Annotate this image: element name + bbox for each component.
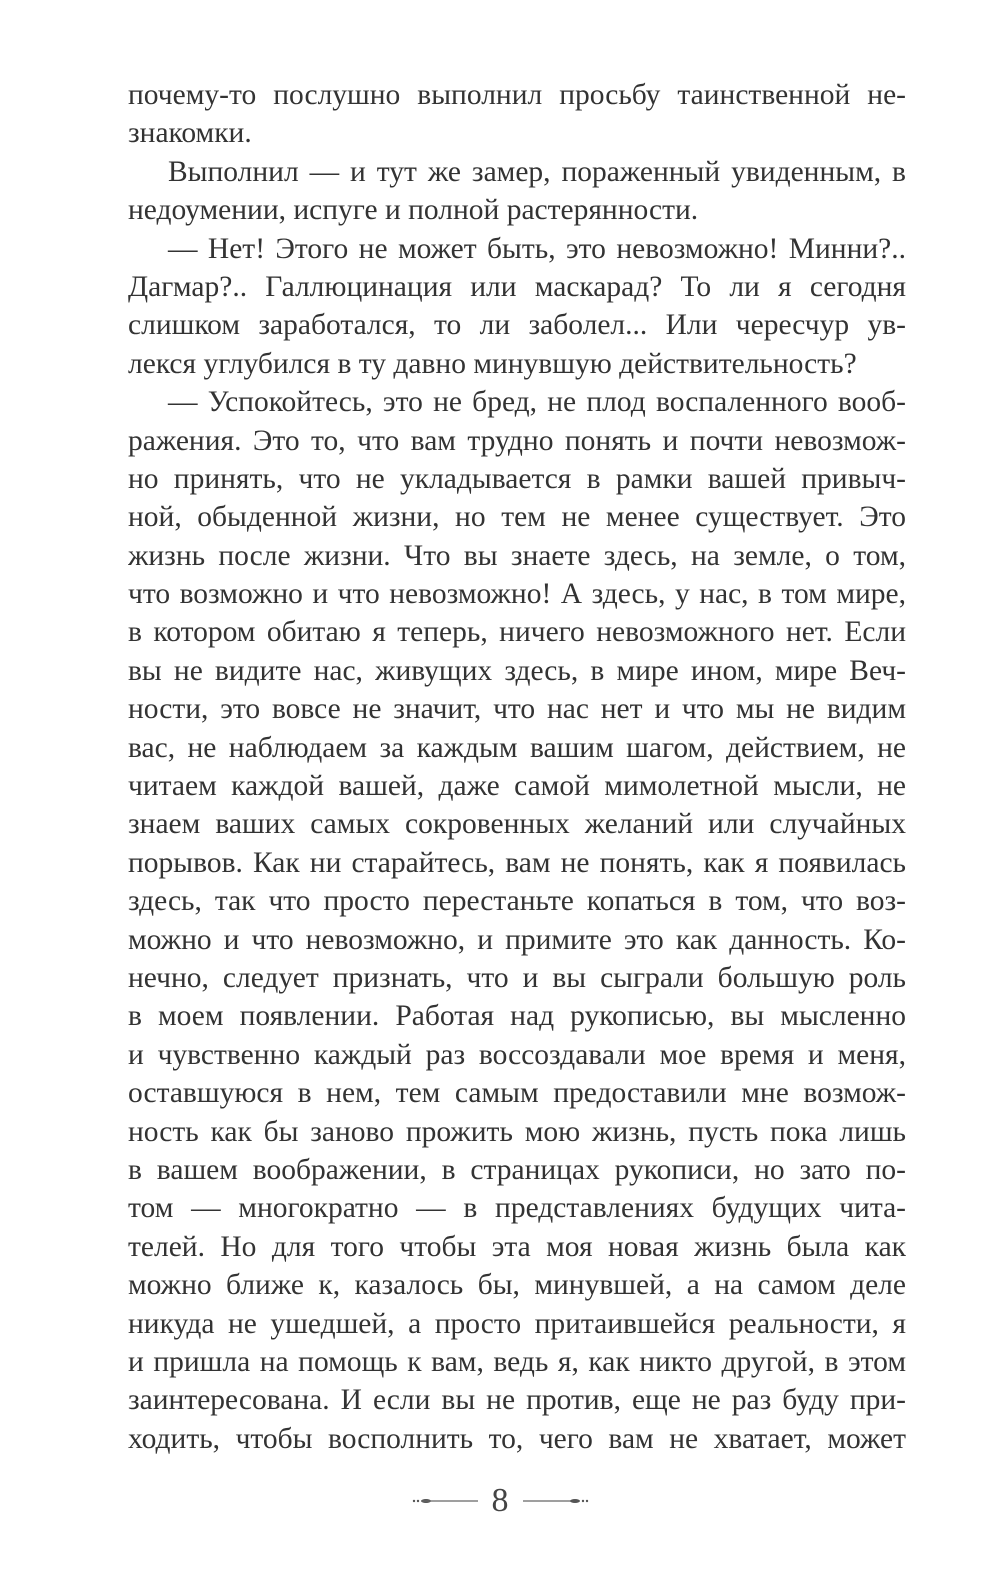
text-line: слишком заработался, то ли заболел... Или чересчур ув- — [128, 309, 906, 342]
text-line: нечно, следует признать, что и вы сыграли большую роль — [128, 961, 906, 994]
text-line: ходить, чтобы восполнить то, чего вам не хватает, может — [128, 1422, 906, 1455]
text-line: телей. Но для того чтобы эта моя новая жизнь была как — [128, 1230, 906, 1263]
text-line: почему-то послушно выполнил просьбу таинственной не- — [128, 79, 906, 111]
text-line: и чувственно каждый раз воссоздавали мое время и меня, — [128, 1038, 906, 1071]
text-line: вы не видите нас, живущих здесь, в мире ином, мире Веч- — [128, 654, 906, 687]
text-line: ности, это вовсе не значит, что нас нет и что мы не видим — [128, 693, 906, 726]
text-line: знаем ваших самых сокровенных желаний или случайных — [128, 808, 906, 841]
text-line: в вашем воображении, в страницах рукописи, но зато по- — [128, 1153, 906, 1186]
text-line: можно и что невозможно, и примите это как данность. Ко- — [128, 923, 906, 956]
page-number: 8 — [491, 1482, 509, 1519]
text-line: жизнь после жизни. Что вы знаете здесь, на земле, о том, — [128, 539, 906, 572]
text-line: том — многократно — в представлениях будущих чита- — [128, 1192, 906, 1225]
text-line: ражения. Это то, что вам трудно понять и почти невозмож- — [128, 424, 906, 457]
text-line: знакомки. — [128, 117, 252, 150]
ornament-left-icon — [412, 1496, 478, 1506]
text-line: Дагмар?.. Галлюцинация или маскарад? То ли я сегодня — [128, 270, 906, 303]
text-line: ной, обыденной жизни, но тем не менее существует. Это — [128, 501, 906, 534]
text-line: оставшуюся в нем, тем самым предоставили мне возмож- — [128, 1077, 906, 1110]
text-line: что возможно и что невозможно! А здесь, у нас, в том мире, — [128, 578, 906, 611]
page-footer — [0, 1482, 1000, 1520]
text-line: — Успокойтесь, это не бред, не плод воспаленного вооб- — [168, 386, 906, 419]
ornament-right-icon — [523, 1496, 589, 1506]
text-line: в котором обитаю я теперь, ничего невозможного нет. Если — [128, 616, 906, 649]
text-line: можно ближе к, казалось бы, минувшей, а на самом деле — [128, 1269, 906, 1302]
text-line: в моем появлении. Работая над рукописью, вы мысленно — [128, 1000, 906, 1033]
text-line: вас, не наблюдаем за каждым вашим шагом, действием, не — [128, 731, 906, 764]
text-line: Выполнил — и тут же замер, пораженный увиденным, в — [168, 155, 906, 188]
text-line: и пришла на помощь к вам, ведь я, как никто другой, в этом — [128, 1345, 906, 1378]
text-line: — Нет! Этого не может быть, это невозможно! Минни?.. — [168, 232, 906, 265]
text-line: заинтересована. И если вы не против, еще не раз буду при- — [128, 1384, 906, 1417]
text-line: но принять, что не укладывается в рамки вашей привыч- — [128, 462, 906, 495]
text-line: читаем каждой вашей, даже самой мимолетной мысли, не — [128, 770, 906, 803]
book-page-text — [128, 76, 906, 1458]
text-line: здесь, так что просто перестаньте копаться в том, что воз- — [128, 885, 906, 918]
text-line: лекся углубился в ту давно минувшую действительность? — [128, 347, 857, 380]
text-line: недоумении, испуге и полной растерянности. — [128, 194, 699, 227]
text-line: ность как бы заново прожить мою жизнь, пусть пока лишь — [128, 1115, 906, 1148]
text-line: никуда не ушедшей, а просто притаившейся реальности, я — [128, 1307, 906, 1340]
text-line: порывов. Как ни старайтесь, вам не понять, как я появилась — [128, 846, 906, 879]
